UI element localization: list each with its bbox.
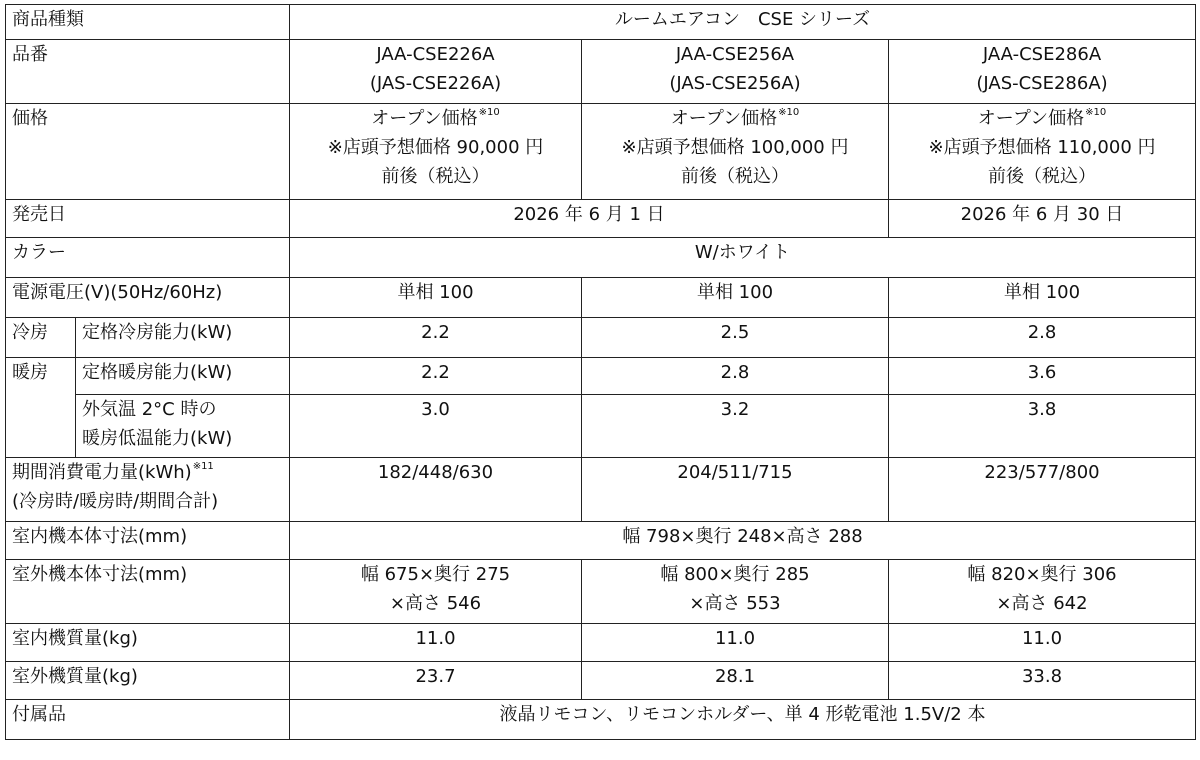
cooling-capacity-value: 2.2 — [290, 318, 582, 358]
model-number-alt: (JAS-CSE226A) — [369, 73, 502, 94]
price-open — [296, 104, 575, 133]
voltage-value: 単相 100 — [582, 278, 889, 318]
label-cooling-group: 冷房 — [6, 318, 76, 358]
row-accessories — [6, 700, 1196, 740]
color-value: W/ホワイト — [290, 238, 1196, 278]
label-line: (冷房時/暖房時/期間合計) — [12, 491, 219, 512]
model-cell-2 — [582, 40, 889, 104]
price-tax: 前後（税込） — [381, 166, 490, 187]
label-indoor-mass: 室内機質量(kg) — [6, 624, 290, 662]
energy-value: 204/511/715 — [582, 458, 889, 522]
row-model — [6, 40, 1196, 104]
lowtemp-capacity-value: 3.2 — [582, 395, 889, 458]
label-color: カラー — [6, 238, 290, 278]
heating-capacity-value: 2.8 — [582, 358, 889, 395]
outdoor-mass-value: 23.7 — [290, 662, 582, 700]
row-product-type — [6, 5, 1196, 40]
row-cooling — [6, 318, 1196, 358]
heating-capacity-value: 3.6 — [889, 358, 1196, 395]
label-voltage: 電源電圧(V)(50Hz/60Hz) — [6, 278, 290, 318]
row-voltage — [6, 278, 1196, 318]
indoor-mass-value: 11.0 — [582, 624, 889, 662]
energy-value: 182/448/630 — [290, 458, 582, 522]
footnote-mark: ※10 — [478, 107, 500, 118]
row-lowtemp — [6, 395, 1196, 458]
row-color — [6, 238, 1196, 278]
label-text: 期間消費電力量(kWh) — [12, 462, 192, 483]
footnote-mark: ※10 — [1085, 107, 1107, 118]
dim-line: ×高さ 546 — [389, 593, 482, 614]
voltage-value: 単相 100 — [290, 278, 582, 318]
price-estimate: ※店頭予想価格 100,000 円 — [621, 137, 849, 158]
label-indoor-dim: 室内機本体寸法(mm) — [6, 522, 290, 560]
label-line: 外気温 2°C 時の — [82, 399, 217, 420]
row-indoor-mass — [6, 624, 1196, 662]
price-estimate: ※店頭予想価格 90,000 円 — [327, 137, 544, 158]
cooling-capacity-value: 2.8 — [889, 318, 1196, 358]
footnote-mark: ※11 — [192, 461, 214, 472]
label-accessories: 付属品 — [6, 700, 290, 740]
model-number: JAA-CSE226A — [376, 44, 495, 65]
indoor-mass-value: 11.0 — [889, 624, 1196, 662]
label-cooling-capacity: 定格冷房能力(kW) — [76, 318, 290, 358]
price-text: オープン価格 — [977, 108, 1085, 129]
price-text: オープン価格 — [371, 108, 478, 129]
energy-value: 223/577/800 — [889, 458, 1196, 522]
row-release — [6, 200, 1196, 238]
heating-capacity-value: 2.2 — [290, 358, 582, 395]
row-heating — [6, 358, 1196, 395]
label-price: 価格 — [6, 104, 290, 200]
label-outdoor-dim: 室外機本体寸法(mm) — [6, 560, 290, 624]
row-outdoor-dim — [6, 560, 1196, 624]
label-outdoor-mass: 室外機質量(kg) — [6, 662, 290, 700]
label-line: 暖房低温能力(kW) — [82, 428, 233, 449]
model-number-alt: (JAS-CSE256A) — [669, 73, 801, 94]
price-cell-1 — [290, 104, 582, 200]
dim-line: ×高さ 642 — [996, 593, 1088, 614]
outdoor-dim-value — [889, 560, 1196, 624]
label-heating-capacity: 定格暖房能力(kW) — [76, 358, 290, 395]
outdoor-mass-value: 33.8 — [889, 662, 1196, 700]
row-indoor-dim — [6, 522, 1196, 560]
row-outdoor-mass — [6, 662, 1196, 700]
dim-line: 幅 675×奥行 275 — [360, 564, 511, 585]
label-release: 発売日 — [6, 200, 290, 238]
outdoor-dim-value — [290, 560, 582, 624]
voltage-value: 単相 100 — [889, 278, 1196, 318]
model-cell-3 — [889, 40, 1196, 104]
accessories-value: 液晶リモコン、リモコンホルダー、単 4 形乾電池 1.5V/2 本 — [290, 700, 1196, 740]
price-tax: 前後（税込） — [988, 166, 1097, 187]
label-product-type: 商品種類 — [6, 5, 290, 40]
product-type-value: ルームエアコン CSE シリーズ — [290, 5, 1196, 40]
price-text: オープン価格 — [670, 108, 778, 129]
price-tax: 前後（税込） — [681, 166, 789, 187]
cooling-capacity-value: 2.5 — [582, 318, 889, 358]
model-number-alt: (JAS-CSE286A) — [976, 73, 1108, 94]
release-date-2: 2026 年 6 月 30 日 — [889, 200, 1196, 238]
label-line — [12, 458, 283, 487]
footnote-mark: ※10 — [778, 107, 800, 118]
product-spec-table — [5, 4, 1196, 740]
dim-line: 幅 820×奥行 306 — [967, 564, 1117, 585]
outdoor-dim-value — [582, 560, 889, 624]
price-estimate: ※店頭予想価格 110,000 円 — [928, 137, 1156, 158]
dim-line: ×高さ 553 — [689, 593, 781, 614]
lowtemp-capacity-value: 3.8 — [889, 395, 1196, 458]
row-energy — [6, 458, 1196, 522]
label-energy — [6, 458, 290, 522]
label-model: 品番 — [6, 40, 290, 104]
indoor-mass-value: 11.0 — [290, 624, 582, 662]
price-open — [895, 104, 1189, 133]
indoor-dim-value: 幅 798×奥行 248×高さ 288 — [290, 522, 1196, 560]
dim-line: 幅 800×奥行 285 — [660, 564, 810, 585]
model-number: JAA-CSE286A — [982, 44, 1102, 65]
label-lowtemp-capacity — [76, 395, 290, 458]
model-number: JAA-CSE256A — [675, 44, 795, 65]
label-heating-group: 暖房 — [6, 358, 76, 458]
price-open — [588, 104, 882, 133]
model-cell-1 — [290, 40, 582, 104]
spec-table-container — [5, 4, 1196, 740]
outdoor-mass-value: 28.1 — [582, 662, 889, 700]
price-cell-3 — [889, 104, 1196, 200]
price-cell-2 — [582, 104, 889, 200]
lowtemp-capacity-value: 3.0 — [290, 395, 582, 458]
release-date-1: 2026 年 6 月 1 日 — [290, 200, 889, 238]
row-price — [6, 104, 1196, 200]
